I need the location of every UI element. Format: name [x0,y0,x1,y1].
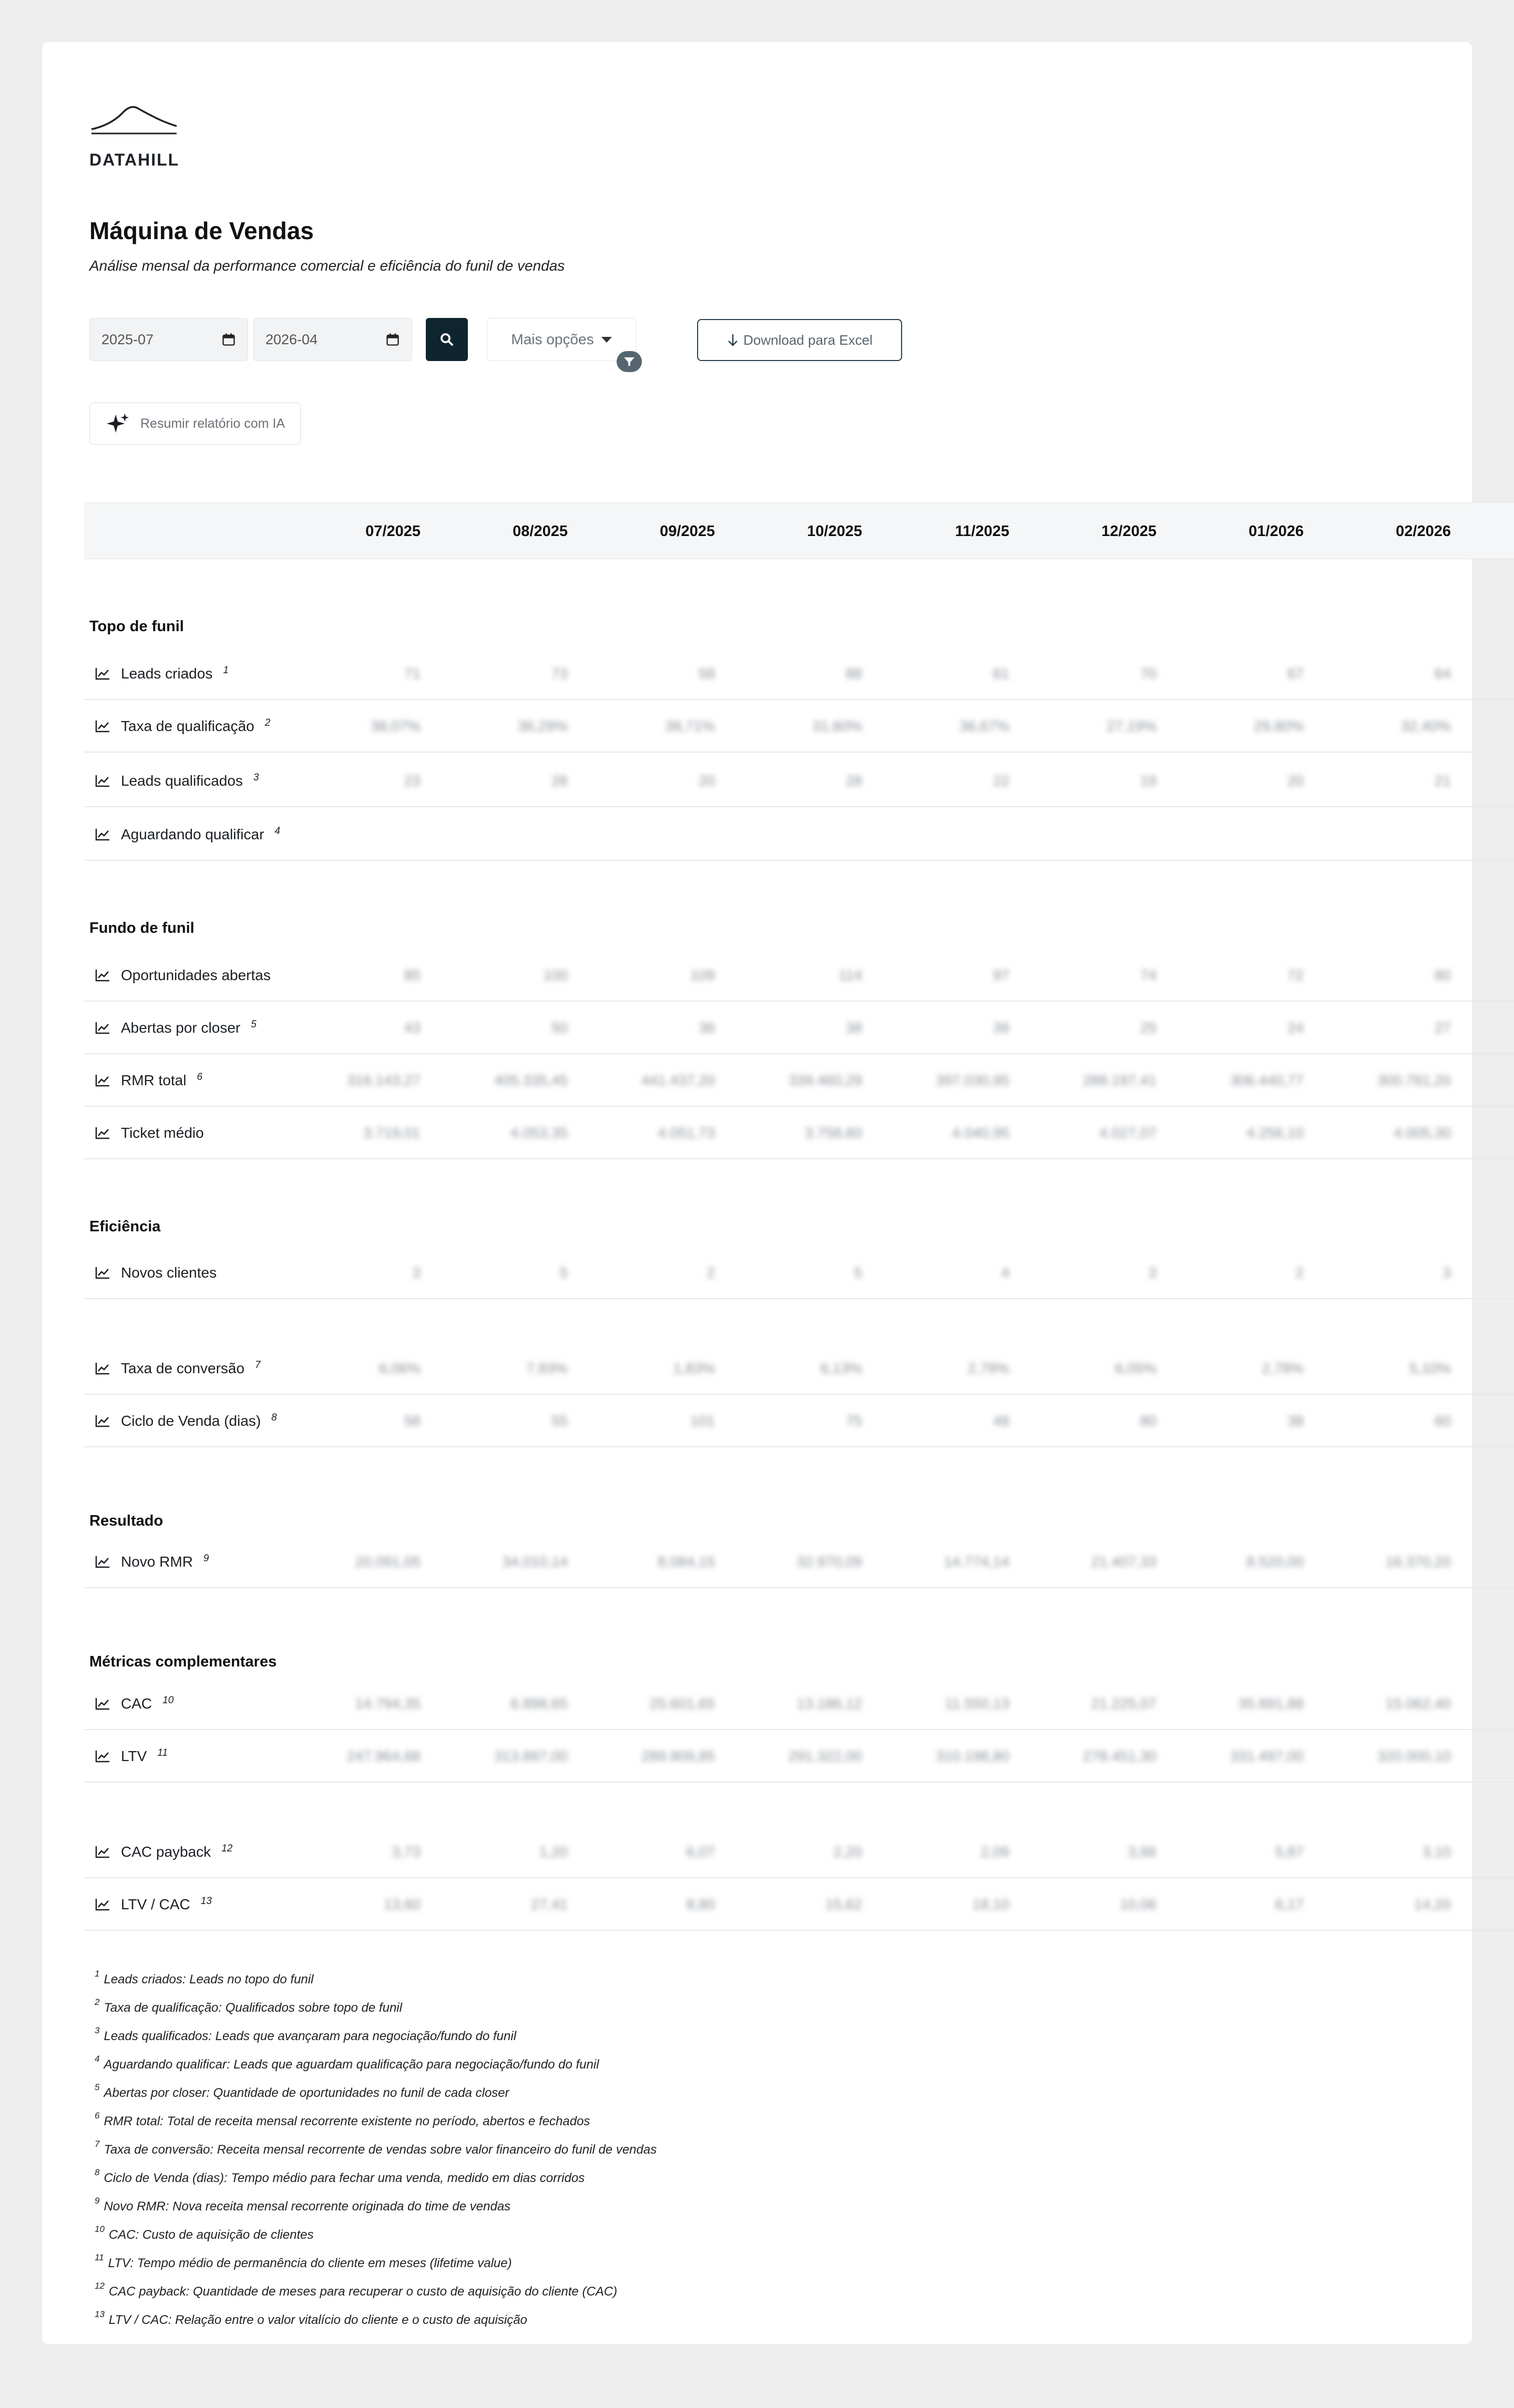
table-cell: 61 [993,665,1009,682]
caret-down-icon [601,337,612,343]
table-cell: 3 [412,1264,421,1281]
table-cell: 27 [1434,1020,1451,1036]
logo-text: DATAHILL [89,150,180,169]
table-row [84,1054,1514,1107]
table-cell: 31,60% [812,718,862,734]
table-cell: 43 [404,1020,421,1036]
section-title: Fundo de funil [89,920,195,937]
line-chart-icon[interactable] [95,1362,110,1375]
line-chart-icon[interactable] [95,1126,110,1140]
table-cell: 20 [1287,773,1304,789]
table-cell: 36,67% [959,718,1009,734]
footnote [95,2113,590,2129]
table-cell: 3,10 [1422,1844,1451,1860]
table-cell: 331.497,00 [1230,1748,1304,1764]
footnote-ref: 6 [197,1072,203,1083]
footnote-number: 8 [95,2167,100,2177]
line-chart-icon[interactable] [95,1555,110,1569]
line-chart-icon[interactable] [95,1266,110,1280]
table-cell: 97 [993,967,1009,983]
calendar-icon[interactable] [385,332,400,347]
table-cell: 13.186,12 [796,1695,862,1712]
table-cell: 55 [551,1413,568,1429]
table-cell: 38 [845,1020,862,1036]
line-chart-icon[interactable] [95,1414,110,1428]
table-cell: 339.460,29 [788,1072,862,1088]
line-chart-icon[interactable] [95,1750,110,1763]
footnote [95,2226,313,2242]
table-cell: 14.794,35 [355,1695,421,1712]
row-label [95,1002,257,1054]
footnote-text: CAC: Custo de aquisição de clientes [108,2228,314,2242]
table-cell: 405.335,45 [494,1072,568,1088]
table-cell: 58 [404,1413,421,1429]
table-cell: 16.370,20 [1385,1553,1451,1570]
table-cell: 2 [707,1264,715,1281]
table-cell: 22 [993,773,1009,789]
table-cell: 34.010,14 [502,1553,568,1570]
table-row [84,1107,1514,1159]
table-cell [715,808,862,861]
footnote-text: LTV: Tempo médio de permanência do cliente em meses (lifetime value) [108,2256,512,2270]
footnote-text: Aguardando qualificar: Leads que aguardam qualificação para negociação/fundo do funil [104,2057,599,2072]
footnote-number: 7 [95,2139,100,2149]
table-cell: 2 [1295,1264,1304,1281]
section-title: Topo de funil [89,618,184,635]
table-cell: 5 [854,1264,862,1281]
footnote-ref: 1 [223,665,229,676]
table-cell: 313.897,00 [494,1748,568,1764]
table-cell [1304,808,1451,861]
table-cell [1157,808,1304,861]
section-title: Resultado [89,1512,163,1529]
table-cell: 21.225,07 [1091,1695,1157,1712]
line-chart-icon[interactable] [95,828,110,841]
table-cell: 289.909,85 [641,1748,715,1764]
footnote-number: 4 [95,2054,100,2064]
table-cell [421,808,568,861]
table-row [84,1678,1514,1730]
table-cell: 25 [1140,1020,1157,1036]
column-header: 11/2025 [955,522,1009,540]
report-card [42,42,1472,2344]
table-cell: 85 [404,967,421,983]
table-cell: 32,40% [1401,718,1451,734]
table-row [84,1826,1514,1878]
footnote-text: Novo RMR: Nova receita mensal recorrente originada do time de vendas [104,2199,511,2214]
table-cell: 14.774,14 [944,1553,1009,1570]
row-label-text: Taxa de qualificação [121,718,254,734]
table-cell: 73 [551,665,568,682]
table-cell: 306.440,77 [1230,1072,1304,1088]
search-button[interactable] [426,318,468,361]
table-cell: 3.719,01 [363,1125,421,1141]
table-cell: 38 [1287,1413,1304,1429]
table-cell: 2,09 [980,1844,1009,1860]
footnote-text: Taxa de conversão: Receita mensal recorrente de vendas sobre valor financeiro do funil de vendas [104,2143,657,2157]
table-cell: 18,10 [972,1896,1009,1912]
table-cell: 7,93% [526,1360,568,1376]
table-cell: 14,20 [1414,1896,1451,1912]
footnote-ref: 13 [200,1896,212,1907]
row-label [95,1247,217,1299]
footnote-text: RMR total: Total de receita mensal recorrente existente no período, abertos e fechados [104,2114,590,2128]
table-cell: 3,73 [392,1844,421,1860]
table-cell: 13,60 [383,1896,421,1912]
table-cell: 70 [1140,665,1157,682]
row-label-text: Abertas por closer [121,1020,241,1036]
footnote-number: 10 [95,2224,105,2234]
table-cell: 4.256,10 [1246,1125,1304,1141]
footnote [95,2198,510,2214]
line-chart-icon[interactable] [95,774,110,788]
table-cell: 36,29% [518,718,568,734]
table-cell: 5 [559,1264,568,1281]
table-cell [273,808,421,861]
footnote [95,1999,402,2015]
table-cell [1009,808,1157,861]
table-row [84,949,1514,1002]
line-chart-icon[interactable] [95,719,110,733]
row-label-text: LTV / CAC [121,1896,190,1912]
footnote-number: 5 [95,2082,100,2092]
column-header: 12/2025 [1101,522,1157,540]
table-cell: 247.964,68 [346,1748,421,1764]
filter-bar [89,318,930,361]
row-label-text: Taxa de conversão [121,1360,245,1376]
table-cell: 23 [404,773,421,789]
table-row [84,700,1514,753]
footnote-ref: 8 [271,1412,277,1423]
download-excel-button[interactable] [697,319,902,361]
row-label [95,647,229,700]
table-cell: 20 [698,773,715,789]
table-cell: 80 [1434,967,1451,983]
table-cell: 291.322,00 [788,1748,862,1764]
table-cell: 310.198,80 [935,1748,1009,1764]
footnote-number: 13 [95,2309,105,2319]
table-cell: 4 [1001,1264,1009,1281]
table-cell: 5,10% [1409,1360,1451,1376]
column-header: 01/2026 [1249,522,1304,540]
table-cell: 24 [1287,1020,1304,1036]
table-row [84,1536,1514,1588]
table-cell: 58 [698,665,715,682]
footnote [95,2056,599,2072]
table-row [84,647,1514,700]
footnote-text: Taxa de qualificação: Qualificados sobre topo de funil [104,2001,402,2015]
table-cell: 60 [1434,1413,1451,1429]
footnote-ref: 5 [251,1019,257,1030]
table-cell: 35.891,88 [1238,1695,1304,1712]
table-cell: 3 [1443,1264,1451,1281]
table-cell: 28 [551,773,568,789]
table-cell: 4.005,30 [1394,1125,1451,1141]
row-label-text: LTV [121,1748,147,1764]
footnote [95,2084,509,2101]
footnote-number: 2 [95,1997,100,2007]
line-chart-icon[interactable] [95,1697,110,1711]
table-cell: 4.040,95 [952,1125,1009,1141]
table-cell: 75 [845,1413,862,1429]
table-cell: 27,41 [530,1896,568,1912]
more-options-label: Mais opções [511,331,594,347]
table-row [84,1730,1514,1783]
line-chart-icon[interactable] [95,1845,110,1859]
row-label [95,755,259,807]
row-label-text: Oportunidades abertas [121,967,271,983]
column-header: 02/2026 [1396,522,1451,540]
filter-icon [623,356,635,367]
row-label [95,1342,261,1395]
row-label [95,1878,212,1931]
footnote-ref: 9 [203,1553,209,1564]
table-cell: 6,05% [1114,1360,1157,1376]
table-cell: 8.084,15 [658,1553,715,1570]
table-cell: 15,62 [825,1896,862,1912]
row-label [95,1054,202,1107]
table-cell: 25.601,65 [649,1695,715,1712]
table-cell: 21 [1434,773,1451,789]
table-cell: 80 [1140,1413,1157,1429]
table-cell: 38,07% [371,718,421,734]
table-cell: 100 [543,967,568,983]
metrics-table[interactable] [84,502,1451,1912]
row-label-text: Ciclo de Venda (dias) [121,1413,261,1429]
row-label [95,1395,277,1447]
footnote-ref: 4 [274,826,280,837]
line-chart-icon[interactable] [95,1898,110,1911]
section-title: Métricas complementares [89,1653,277,1670]
table-cell: 4.053,35 [510,1125,568,1141]
table-cell: 15.062,40 [1385,1695,1451,1712]
table-cell: 21.407,33 [1091,1553,1157,1570]
footnote-number: 3 [95,2025,100,2035]
end-month-input[interactable] [253,318,412,361]
row-label-text: Leads qualificados [121,773,243,789]
end-month-value: 2026-04 [265,331,318,347]
table-cell: 19 [1140,773,1157,789]
table-cell: 6,17 [1275,1896,1304,1912]
table-cell: 109 [690,967,715,983]
filter-badge[interactable] [617,351,642,372]
footnote-ref: 7 [255,1360,261,1371]
footnote [95,2025,517,2044]
column-header: 10/2025 [807,522,862,540]
row-label [95,1730,168,1783]
download-label: Download para Excel [743,332,873,348]
row-label [95,1536,209,1588]
footnote [95,1971,313,1987]
table-cell: 36 [698,1020,715,1036]
row-label-text: CAC payback [121,1844,211,1860]
footnote-number: 9 [95,2196,100,2206]
table-cell: 300.781,20 [1377,1072,1451,1088]
footnote [95,2141,657,2157]
table-row [84,808,1514,861]
footnote-ref: 11 [157,1747,168,1758]
footnote-ref: 10 [162,1695,174,1706]
footnote-text: Abertas por closer: Quantidade de oportunidades no funil de cada closer [104,2086,509,2100]
footnote [95,2283,617,2299]
table-cell: 1,83% [673,1360,715,1376]
row-label [95,949,271,1002]
table-cell: 29,80% [1254,718,1304,734]
table-row [84,755,1514,807]
table-cell: 1,20 [539,1844,568,1860]
line-chart-icon[interactable] [95,969,110,982]
table-cell: 8.520,00 [1246,1553,1304,1570]
table-cell: 6,06% [378,1360,421,1376]
table-cell: 20.091,05 [355,1553,421,1570]
footnote-text: Ciclo de Venda (dias): Tempo médio para fechar uma venda, medido em dias corridos [104,2171,585,2185]
table-cell: 316.143,27 [346,1072,421,1088]
table-row [84,1002,1514,1054]
table-cell: 11.550,13 [945,1695,1009,1712]
table-cell: 4.051,73 [658,1125,715,1141]
table-cell: 3.758,60 [805,1125,862,1141]
search-icon [439,332,455,347]
row-label-text: Novo RMR [121,1553,193,1570]
table-cell: 27,19% [1107,718,1157,734]
table-cell: 6,07 [686,1844,715,1860]
table-cell: 441.437,20 [641,1072,715,1088]
row-label [95,1107,204,1159]
column-header: 07/2025 [365,522,421,540]
table-cell: 397.030,95 [935,1072,1009,1088]
table-cell: 72 [1287,967,1304,983]
footnote [95,2311,527,2328]
ai-summary-button[interactable] [89,403,301,445]
table-cell: 64 [1434,665,1451,682]
table-cell: 50 [551,1020,568,1036]
mountain-logo-icon [89,92,179,135]
table-cell: 3 [1148,1264,1157,1281]
page-subtitle: Análise mensal da performance comercial e eficiência do funil de vendas [89,258,565,274]
table-cell: 67 [1287,665,1304,682]
footnote-number: 6 [95,2111,100,2121]
column-header: 08/2025 [513,522,568,540]
row-label [95,808,280,861]
table-cell [862,808,1009,861]
column-header: 09/2025 [660,522,715,540]
footnote-number: 11 [95,2252,104,2262]
row-label [95,1678,173,1730]
start-month-input[interactable] [89,318,248,361]
line-chart-icon[interactable] [95,1074,110,1087]
table-cell: 101 [690,1413,715,1429]
table-cell [568,808,715,861]
footnote-text: Leads qualificados: Leads que avançaram para negociação/fundo do funil [104,2029,517,2043]
footnote-text: Leads criados: Leads no topo do funil [104,1972,314,1987]
sparkle-icon [106,411,130,436]
row-label-text: RMR total [121,1072,187,1088]
table-row [84,1395,1514,1447]
table-cell: 2,78% [1262,1360,1304,1376]
table-cell: 2,20 [833,1844,862,1860]
footnote-ref: 3 [253,772,259,783]
footnote-number: 12 [95,2281,105,2291]
table-cell: 88 [845,665,862,682]
page-title: Máquina de Vendas [89,217,314,244]
table-cell: 8,80 [686,1896,715,1912]
table-cell: 2,79% [967,1360,1009,1376]
row-label [95,700,270,753]
table-row [84,1878,1514,1931]
row-label-text: Leads criados [121,665,213,682]
footnote-ref: 2 [264,717,271,728]
table-cell: 71 [404,665,421,682]
table-cell: 74 [1140,967,1157,983]
start-month-value: 2025-07 [101,331,154,347]
table-cell: 4.027,07 [1099,1125,1157,1141]
line-chart-icon[interactable] [95,1021,110,1035]
footnote [95,2252,512,2271]
table-cell: 114 [838,967,862,983]
table-cell: 6.898,65 [510,1695,568,1712]
table-row [84,1247,1514,1299]
datahill-logo [89,92,226,177]
row-label-text: CAC [121,1695,152,1712]
table-cell: 39 [993,1020,1009,1036]
table-cell: 10,06 [1119,1896,1157,1912]
footnote-ref: 12 [221,1843,233,1854]
more-options-dropdown[interactable] [487,318,636,361]
row-label-text: Ticket médio [121,1125,204,1141]
footnote-text: CAC payback: Quantidade de meses para recuperar o custo de aquisição do cliente (CAC) [108,2284,618,2299]
footnote-number: 1 [95,1969,100,1979]
row-label-text: Aguardando qualificar [121,826,264,842]
arrow-down-icon [727,333,739,347]
table-cell: 5,87 [1275,1844,1304,1860]
line-chart-icon[interactable] [95,667,110,681]
table-cell: 32.970,09 [796,1553,862,1570]
row-label-text: Novos clientes [121,1264,217,1281]
row-label [95,1826,232,1878]
table-cell: 288.197,41 [1082,1072,1157,1088]
table-cell: 320.000,10 [1377,1748,1451,1764]
section-title: Eficiência [89,1218,161,1235]
table-cell: 48 [993,1413,1009,1429]
footnote-text: LTV / CAC: Relação entre o valor vitalício do cliente e o custo de aquisição [108,2313,527,2327]
calendar-icon[interactable] [221,332,236,347]
table-cell: 278.451,30 [1082,1748,1157,1764]
footnote [95,2169,585,2186]
table-header [84,502,1514,559]
table-cell: 3,66 [1128,1844,1157,1860]
table-row [84,1342,1514,1395]
table-cell: 38,71% [665,718,715,734]
table-cell: 28 [845,773,862,789]
table-cell: 6,13% [820,1360,862,1376]
ai-summary-label: Resumir relatório com IA [140,416,285,431]
